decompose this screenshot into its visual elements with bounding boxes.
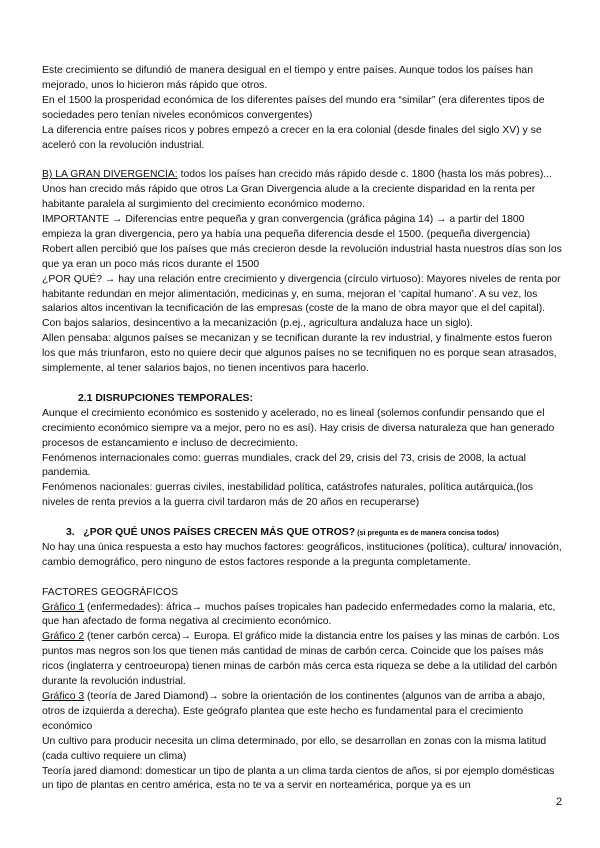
grafico-2-text: (tener carbón cerca)→ Europa. El gráfico mide la distancia entre los países y las minas de carbón. Los puntos mas negros son los que tienen más cantidad de minas de carbón cerca. Coincide que los países más ricos (inglaterra y centroeuropa) tienen minas de carbón más cerca esta riqueza se debe a la utilidad del carbón durante la revolución industrial. — [42, 631, 560, 688]
divergencia-heading: B) LA GRAN DIVERGENCIA: — [42, 169, 178, 181]
spacer — [42, 571, 562, 586]
intro-paragraph-1: Este crecimiento se difundió de manera desigual en el tiempo y entre países. Aunque todos los países han mejorado, unos lo hicieron más rápido que otros. — [42, 65, 533, 91]
grafico-3-text: (teoría de Jared Diamond)→ sobre la orientación de los continentes (algunos van de arriba a abajo, otros de izquierda a derecha). Este geógrafo plantea que este hecho es fundamental para el crecimiento económico — [42, 691, 546, 732]
spacer — [42, 511, 562, 526]
disrupciones-paragraph-2: Fenómenos internacionales como: guerras mundiales, crack del 29, crisis del 73, crisis de 2008, la actual pandemia. — [42, 452, 526, 479]
section3-heading-line — [42, 526, 562, 541]
divergencia-paragraph-2: Robert allen percibió que los países que más crecieron desde la revolución industrial hasta nuestros días son los que ya eran un poco más ricos durante el 1500 — [42, 243, 562, 270]
grafico-1-label: Gráfico 1 — [42, 601, 85, 613]
geograficos-paragraph-1: Un cultivo para producir necesita un clima determinado, por ello, se desarrollan en zonas con la misma latitud (cada cultivo requiere un clima) — [42, 735, 547, 762]
divergencia-paragraph-4: Allen pensaba: algunos países se mecanizan y se tecnifican durante la rev industrial, y finalmente estos fueron los que más triunfaron, esto no quiere decir que algunos países no se tecnifiquen no es porque sean atrasados, simplemente, al tener salarios bajos, no tienen incentivos para hacerlo. — [42, 333, 557, 375]
grafico-3-item — [42, 690, 562, 735]
section3-text: No hay una única respuesta a esto hay muchos factores: geográficos, instituciones (política), cultura/ innovación, cambio demográfico, pero ninguno de estos factores responde a la pregunta completamente. — [42, 541, 562, 568]
geograficos-paragraph-2: Teoría jared diamond: domesticar un tipo de planta a un clima tarda cientos de años, si por ejemplo domésticas un tipo de plantas en centro américa, esta no te va a servir en norteamérica, porque ya es un — [42, 765, 555, 792]
geograficos-heading: FACTORES GEOGRÁFICOS — [42, 586, 179, 598]
divergencia-intro — [42, 168, 562, 213]
divergencia-paragraph-3: ¿POR QUÉ? → hay una relación entre crecimiento y divergencia (círculo virtuoso): Mayores niveles de renta por habitante redundan en mejor alimentación, medicinas y, en suma, mejoran el ‘capital humano’. A su vez, los salarios altos incentivan la tecnificación de las empresas (coste de la mano de obra mayor que el del capital). Con bajos salarios, desincentivo a la mecanización (p.ej., agricultura andaluza hace un siglo). — [42, 273, 561, 330]
divergencia-paragraph-1: IMPORTANTE → Diferencias entre pequeña y gran convergencia (gráfica página 14) → a partir del 1800 empieza la gran divergencia, pero ya había una pequeña diferencia desde el 1500. (pequeña divergencia) — [42, 214, 531, 240]
grafico-1-item — [42, 601, 562, 631]
divergencia-text: todos los países han crecido más rápido desde c. 1800 (hasta los más pobres)... Unos han crecido más rápido que otros La Gran Divergencia alude a la creciente disparidad en la renta per habitante paralela al surgimiento del crecimiento económico moderno. — [42, 169, 552, 211]
document-page — [42, 64, 562, 794]
disrupciones-paragraph-3: Fenómenos nacionales: guerras civiles, inestabilidad política, catástrofes naturales, política autárquica,(los niveles de renta previos a la guerra civil tardaron más de 20 años en recuperarse) — [42, 482, 533, 509]
spacer — [42, 153, 562, 168]
intro-paragraph-2: En el 1500 la prosperidad económica de los diferentes países del mundo era “similar” (era diferentes tipos de sociedades pero tenían niveles económicos convergentes) — [42, 94, 545, 121]
section3-heading: ¿POR QUÉ UNOS PAÍSES CRECEN MÁS QUE OTROS? — [83, 527, 356, 539]
spacer — [42, 377, 562, 392]
disrupciones-paragraph-1: Aunque el crecimiento económico es sostenido y acelerado, no es lineal (solemos confundir pensando que el crecimiento económico siempre va a mejor, pero no es así). Hay crisis de diversa naturaleza que han generado procesos de estancamiento e incluso de decrecimiento. — [42, 407, 555, 449]
grafico-2-label: Gráfico 2 — [42, 631, 85, 643]
section3-number: 3. — [66, 527, 75, 539]
intro-paragraph-3: La diferencia entre países ricos y pobres empezó a crecer en la era colonial (desde finales del siglo XV) y se aceleró con la revolución industrial. — [42, 124, 542, 151]
section3-note: (si pregunta es de manera concisa todos) — [355, 528, 499, 538]
grafico-3-label: Gráfico 3 — [42, 691, 85, 702]
grafico-2-item — [42, 630, 562, 690]
disrupciones-heading: 2.1 DISRUPCIONES TEMPORALES: — [78, 392, 253, 404]
page-number: 2 — [556, 796, 563, 808]
grafico-1-text: (enfermedades): áfrica→ muchos países tropicales han padecido enfermedades como la malaria, etc, que han afectado de forma negativa al crecimiento económico. — [42, 601, 556, 628]
